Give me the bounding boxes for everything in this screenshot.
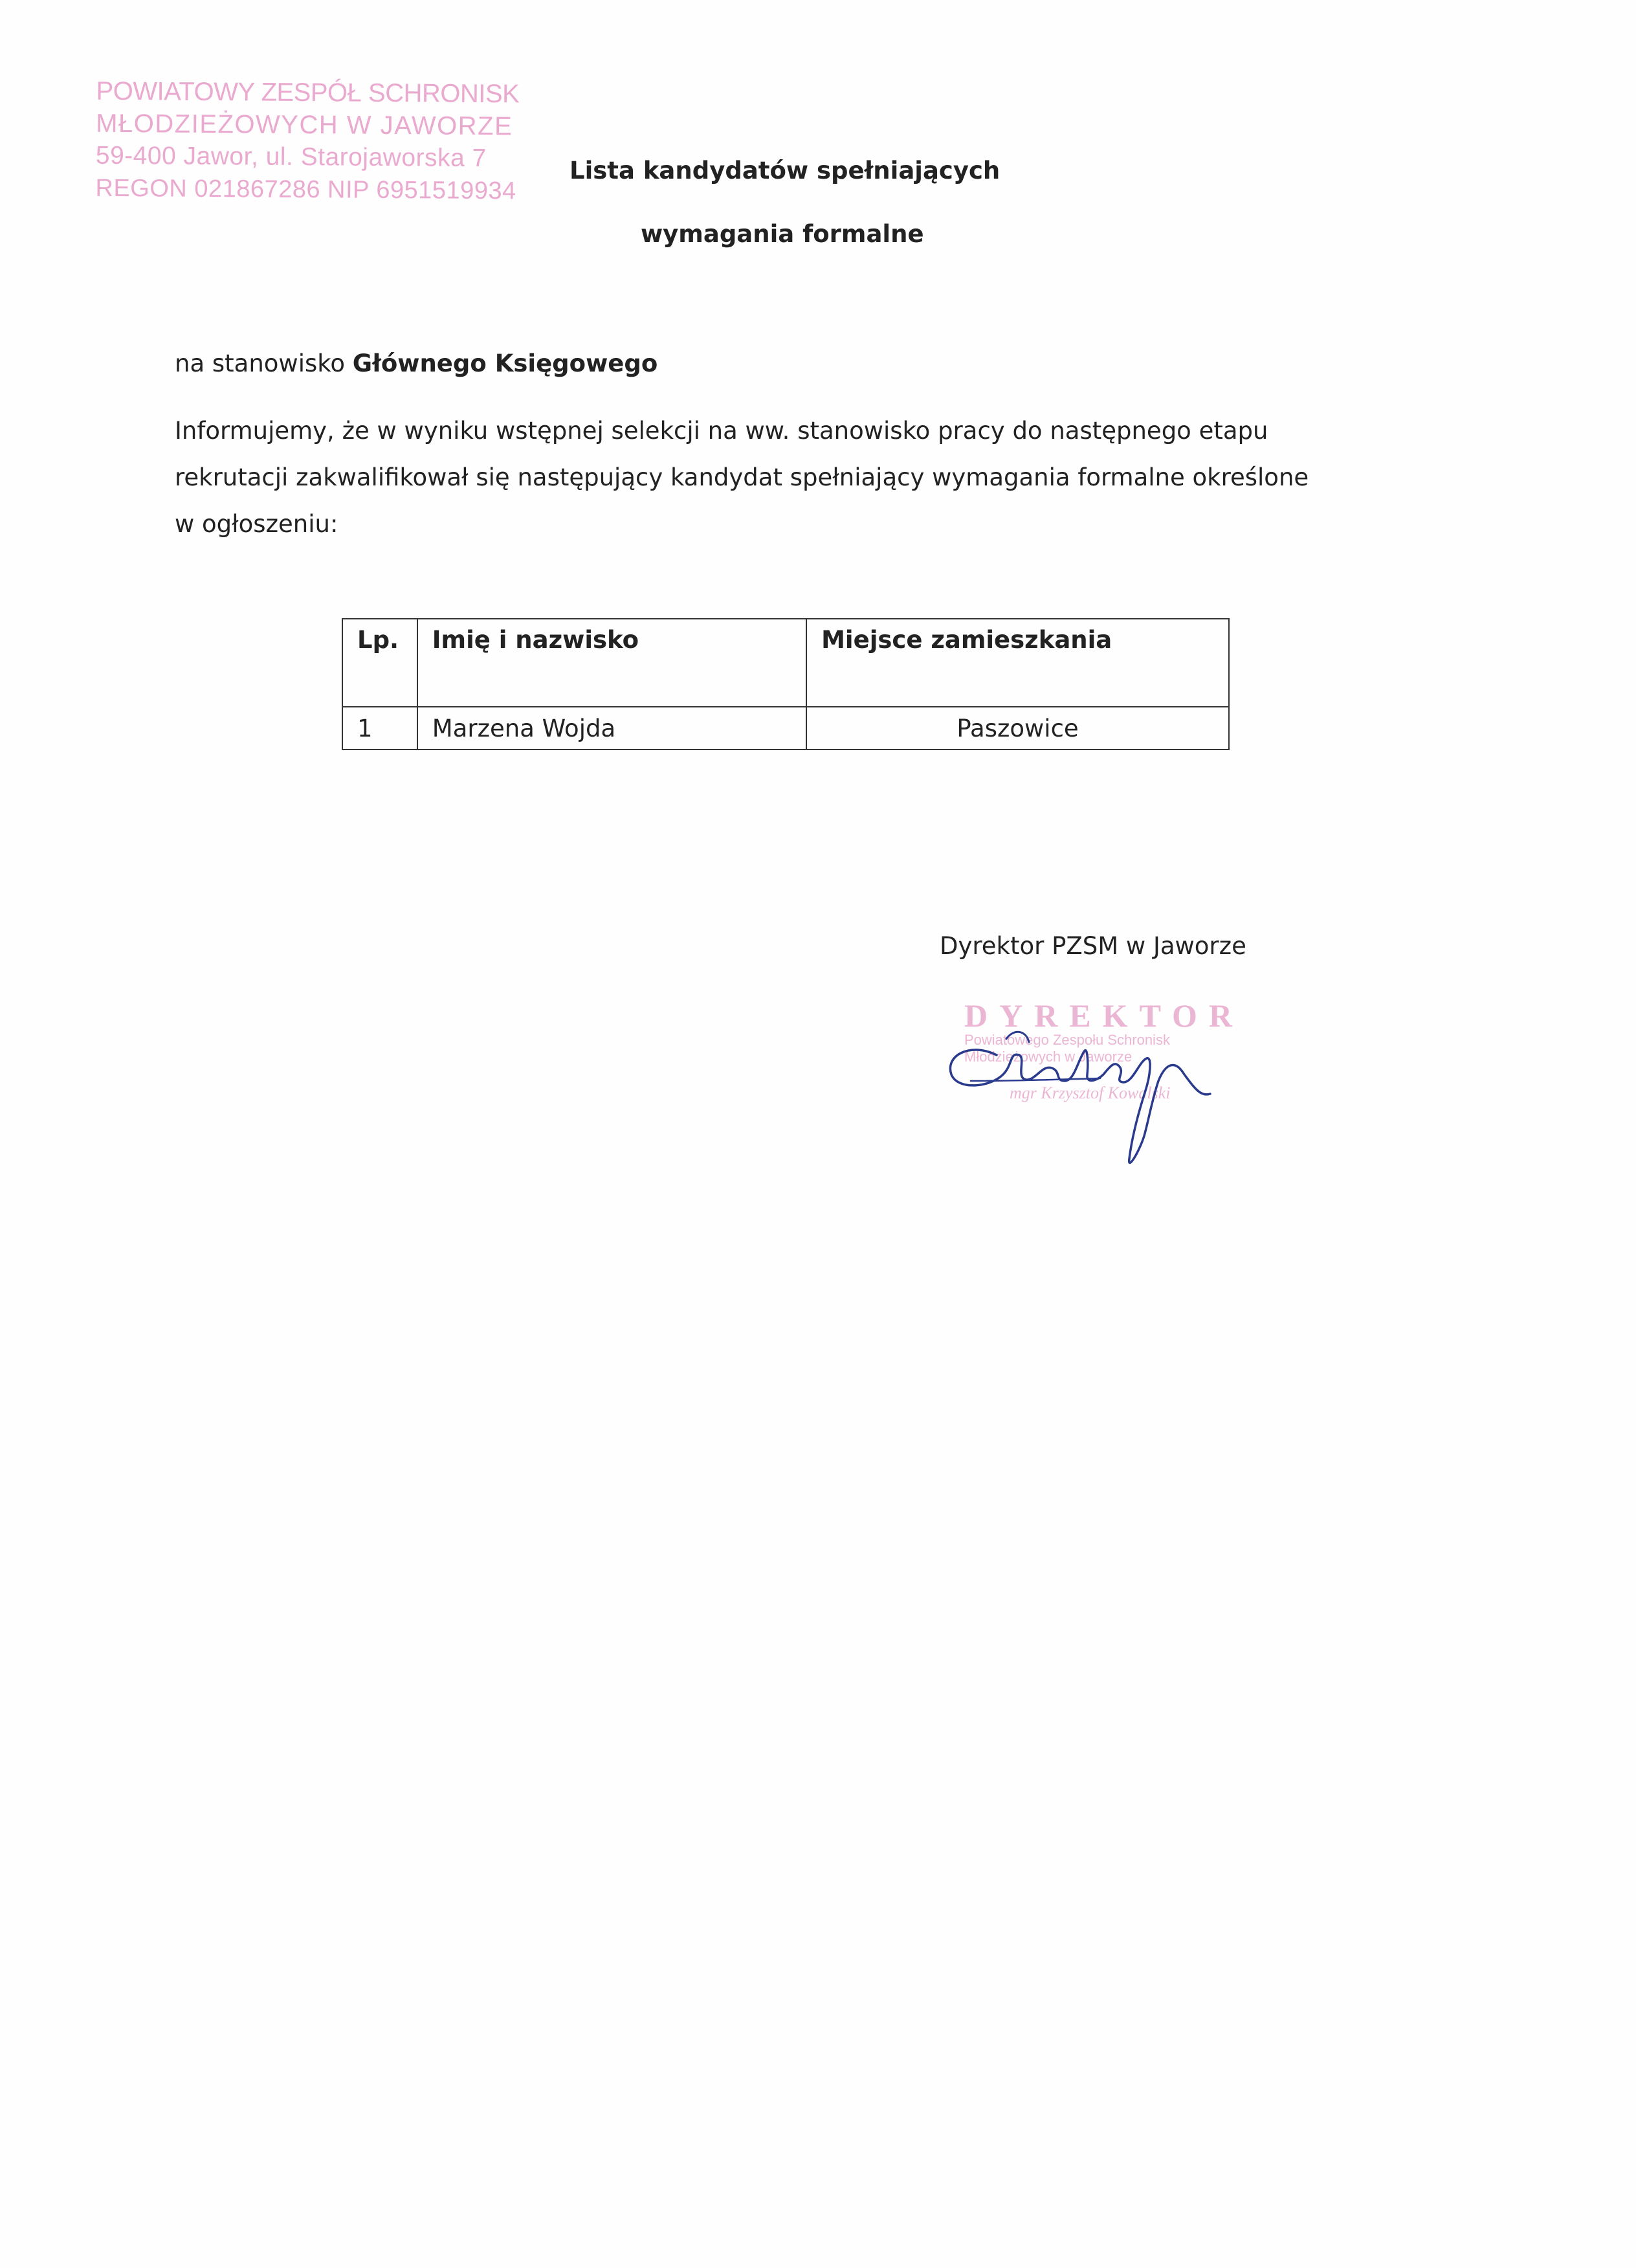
- handwritten-signature: [906, 984, 1268, 1197]
- document-title-line-1: Lista kandydatów spełniających: [569, 157, 1000, 184]
- position-name: Głównego Księgowego: [352, 350, 658, 377]
- paragraph-line-2: rekrutacji zakwalifikował się następujący kandydat spełniający wymagania formalne określone: [175, 463, 1309, 491]
- table-row: [342, 707, 1229, 750]
- table-header-row: [342, 619, 1229, 707]
- director-stamp-line-2: Młodzieżowych w Jaworze: [964, 1049, 1133, 1065]
- header-number: Lp.: [342, 619, 417, 707]
- institution-stamp: [95, 75, 520, 207]
- cell-residence: Paszowice: [806, 707, 1229, 750]
- position-prefix: na stanowisko: [175, 350, 353, 377]
- header-residence: Miejsce zamieszkania: [806, 619, 1229, 707]
- stamp-line-1: POWIATOWY ZESPÓŁ SCHRONISK: [96, 76, 520, 109]
- candidates-table: [342, 618, 1230, 750]
- position-line: [175, 350, 658, 377]
- stamp-line-2: MŁODZIEŻOWYCH W JAWORZE: [96, 109, 513, 141]
- director-label: Dyrektor PZSM w Jaworze: [940, 932, 1246, 960]
- document-title-line-2: wymagania formalne: [641, 220, 924, 248]
- paragraph-line-3: w ogłoszeniu:: [175, 510, 338, 538]
- header-name: Imię i nazwisko: [417, 619, 806, 707]
- announcement-paragraph: [175, 408, 1417, 548]
- stamp-line-3: 59-400 Jawor, ul. Starojaworska 7: [95, 141, 487, 172]
- signature-block: [906, 984, 1268, 1197]
- director-stamp-line-1: Powiatowego Zespołu Schronisk: [964, 1032, 1170, 1048]
- cell-name: Marzena Wojda: [417, 707, 806, 750]
- director-stamp-name: mgr Krzysztof Kowalski: [1010, 1084, 1171, 1102]
- director-stamp-title: DYREKTOR: [964, 997, 1244, 1034]
- paragraph-line-1: Informujemy, że w wyniku wstępnej selekcji na ww. stanowisko pracy do następnego etapu: [175, 417, 1268, 445]
- stamp-line-4: REGON 021867286 NIP 6951519934: [95, 174, 516, 205]
- cell-number: 1: [342, 707, 417, 750]
